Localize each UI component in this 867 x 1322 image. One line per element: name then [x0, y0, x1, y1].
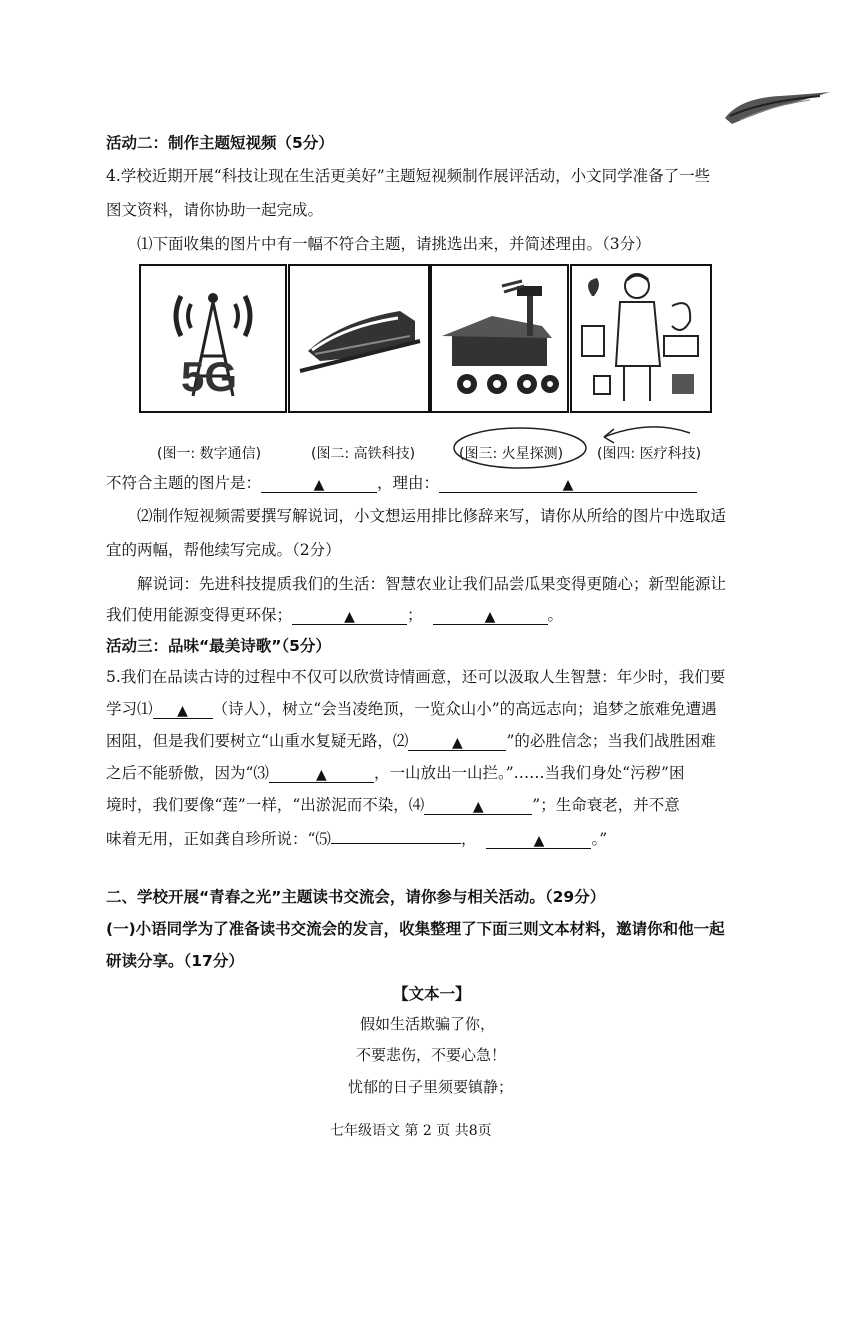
- q5-l4-suffix: ，一山放出一山拦。”……当我们身处“污秽”困: [373, 764, 685, 782]
- poem-line-3: 忧郁的日子里须要镇静；: [348, 1078, 514, 1096]
- q5-l2-suffix: （诗人），树立“会当凌绝顶，一览众山小”的高远志向；追梦之旅难免遭遇: [212, 700, 717, 718]
- activity2-title: 活动二：制作主题短视频（5分）: [106, 134, 334, 152]
- q4-sub2-line1: ⑵制作短视频需要撰写解说词，小文想运用排比修辞来写，请你从所给的图片中选取适: [137, 507, 727, 525]
- caption-figure-1: (图一: 数字通信): [157, 446, 262, 462]
- blank-marker: ▲: [177, 703, 188, 719]
- blank-marker: ▲: [316, 767, 327, 783]
- q4-sub2-line2: 宜的两幅，帮他续写完成。（2分）: [106, 541, 341, 559]
- q5-l3-suffix: ”的必胜信念；当我们战胜困难: [506, 732, 716, 750]
- blank-marker: ▲: [484, 609, 496, 625]
- answer1-blank-reason[interactable]: [439, 474, 697, 493]
- caption-figure-4: (图四: 医疗科技): [597, 446, 702, 462]
- q5-blank-3[interactable]: [269, 764, 374, 783]
- commentary-line1: 解说词：先进科技提质我们的生活：智慧农业让我们品尝瓜果变得更随心；新型能源让: [137, 575, 727, 593]
- q5-l5-suffix: ”；生命衰老，并不意: [532, 796, 680, 814]
- brush-stroke-decoration: [720, 88, 835, 128]
- q5-l4-prefix: 之后不能骄傲，因为“⑶: [106, 764, 269, 782]
- q4-line1: 4.学校近期开展“科技让现在生活更美好”主题短视频制作展评活动，小文同学准备了一些: [106, 167, 711, 185]
- q5-l6-prefix: 味着无用，正如龚自珍所说：“⑸: [106, 830, 331, 848]
- q5-line1: 5.我们在品读古诗的过程中不仅可以欣赏诗情画意，还可以汲取人生智慧：年少时，我们要: [106, 668, 726, 686]
- poem-line-2: 不要悲伤，不要心急！: [356, 1046, 507, 1064]
- text1-title: 【文本一】: [393, 985, 471, 1003]
- q5-blank-1[interactable]: [153, 700, 213, 719]
- commentary-blank-1[interactable]: [292, 606, 407, 625]
- q5-line4: [106, 761, 684, 783]
- image-5g-communication: [139, 264, 287, 413]
- blank-marker: ▲: [313, 477, 325, 493]
- part1-line2: 研读分享。（17分）: [106, 952, 244, 970]
- blank-marker: ▲: [562, 477, 574, 493]
- section2-title: 二、学校开展“青春之光”主题读书交流会，请你参与相关活动。（29分）: [106, 888, 606, 906]
- image-medical-technology: [570, 264, 712, 413]
- q5-l5-prefix: 境时，我们要像“莲”一样，“出淤泥而不染，⑷: [106, 796, 425, 814]
- semicolon: ；: [407, 606, 423, 624]
- page-footer: 七年级语文 第 2 页 共8页: [330, 1123, 492, 1139]
- commentary-line2: 我们使用能源变得更环保；: [106, 606, 293, 624]
- q5-blank-5a[interactable]: [331, 825, 461, 844]
- answer1-row: [106, 471, 697, 493]
- svg-text:5G: 5G: [181, 353, 238, 400]
- blank-marker: ▲: [452, 735, 463, 751]
- handwritten-circle-annotation: [450, 412, 600, 472]
- period: 。: [547, 606, 564, 624]
- caption-figure-3: (图三: 火星探测): [459, 446, 564, 462]
- commentary-blank-2[interactable]: [433, 606, 548, 625]
- q5-line5: [106, 793, 680, 815]
- image-mars-rover: [430, 264, 569, 413]
- q4-sub1: ⑴下面收集的图片中有一幅不符合主题，请挑选出来，并简述理由。（3分）: [137, 235, 651, 253]
- q5-l6-comma: ，: [460, 830, 477, 848]
- poem-line-1: 假如生活欺骗了你，: [360, 1015, 496, 1033]
- blank-marker: ▲: [533, 833, 545, 849]
- handwritten-arrow-annotation: [590, 415, 700, 455]
- q5-blank-2[interactable]: [408, 732, 506, 751]
- q5-line6: [106, 825, 607, 849]
- blank-marker: ▲: [344, 609, 355, 625]
- q5-l3-prefix: 困阻，但是我们要树立“山重水复疑无路，⑵: [106, 732, 409, 750]
- q5-l2-prefix: 学习⑴: [106, 700, 153, 718]
- q5-blank-5b[interactable]: [486, 830, 591, 849]
- q5-blank-4[interactable]: [424, 796, 532, 815]
- answer1-reason-label: ，理由：: [377, 474, 440, 492]
- answer1-blank-figure[interactable]: [261, 474, 377, 493]
- q4-line2: 图文资料，请你协助一起完成。: [106, 201, 324, 219]
- caption-figure-2: (图二: 高铁科技): [311, 446, 416, 462]
- blank-marker: ▲: [472, 799, 484, 815]
- part1-line1: (一)小语同学为了准备读书交流会的发言，收集整理了下面三则文本材料，邀请你和他一起: [106, 920, 725, 938]
- q5-line2: [106, 697, 717, 719]
- commentary-row2: [106, 603, 563, 625]
- activity3-title: 活动三：品味“最美诗歌”（5分）: [106, 637, 331, 655]
- answer1-label: 不符合主题的图片是：: [106, 474, 262, 492]
- q5-line3: [106, 729, 716, 751]
- image-high-speed-train: [288, 264, 430, 413]
- q5-l6-end: 。”: [591, 830, 608, 848]
